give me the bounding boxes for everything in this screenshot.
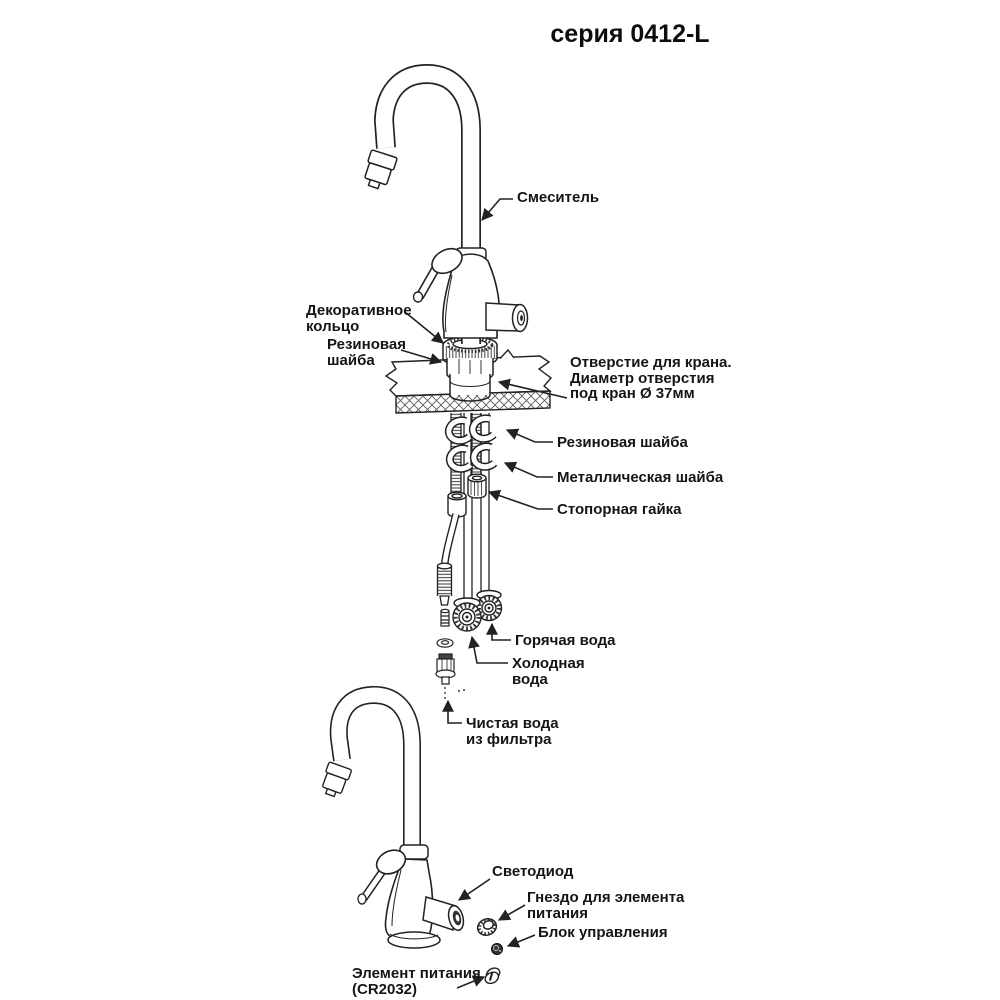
battery-socket-part — [475, 916, 498, 938]
label-line: из фильтра — [466, 730, 552, 748]
label-led: Светодиод — [492, 863, 574, 880]
label-line: (CR2032) — [352, 980, 418, 998]
label-line: вода — [512, 670, 548, 688]
label-tap-hole — [570, 355, 732, 402]
leader-filtered-water — [448, 701, 462, 723]
label-line: Диаметр отверстия — [570, 369, 715, 387]
label-line: Чистая вода — [466, 715, 559, 732]
leader-lock-nut — [489, 492, 553, 509]
label-mixer: Смеситель — [517, 189, 600, 206]
metal-washer-part — [472, 445, 495, 469]
mounting-ring-drawing — [443, 337, 497, 402]
leader-hot-water — [492, 624, 511, 640]
leader-metal-washer — [505, 463, 553, 477]
label-cold-water — [512, 656, 585, 687]
leader-mixer — [482, 199, 513, 220]
label-hot-water: Горячая вода — [515, 632, 616, 649]
stud-nut-part — [448, 492, 466, 517]
label-rubber-washer-top — [327, 337, 406, 368]
label-line: Отверстие для крана. — [570, 354, 732, 371]
control-unit-part — [492, 944, 503, 955]
label-line: питания — [527, 904, 589, 922]
hose-connector-block — [453, 591, 502, 632]
leader-cold-water — [472, 637, 508, 663]
lock-nut-part — [468, 474, 486, 498]
label-line: шайба — [327, 351, 375, 369]
lower-faucet-drawing — [319, 695, 466, 948]
label-battery-socket — [527, 890, 684, 921]
rubber-washer-part — [471, 417, 494, 441]
leader-led — [459, 879, 490, 900]
label-filtered-water — [466, 716, 559, 747]
leader-rubber-washer — [507, 430, 553, 442]
label-line: Элемент питания — [352, 965, 481, 982]
diagram-title: серия 0412-L — [550, 20, 710, 48]
label-line: Гнездо для элемента — [527, 889, 685, 906]
mounting-hardware-drawing — [436, 413, 502, 699]
label-line: Резиновая — [327, 336, 406, 353]
label-metal-washer: Металлическая шайба — [557, 469, 724, 486]
label-control-unit: Блок управления — [538, 924, 668, 941]
label-line: Декоративное — [306, 302, 412, 319]
label-line: Холодная — [512, 655, 585, 672]
leader-battery-socket — [499, 905, 525, 920]
label-line: кольцо — [306, 317, 360, 335]
label-lock-nut: Стопорная гайка — [557, 501, 682, 518]
battery-part — [482, 966, 503, 986]
label-rubber-washer: Резиновая шайба — [557, 434, 688, 451]
label-line: под кран Ø 37мм — [570, 385, 695, 402]
label-decorative-ring — [306, 303, 412, 334]
label-battery — [352, 966, 481, 997]
leader-control-unit — [508, 935, 535, 946]
